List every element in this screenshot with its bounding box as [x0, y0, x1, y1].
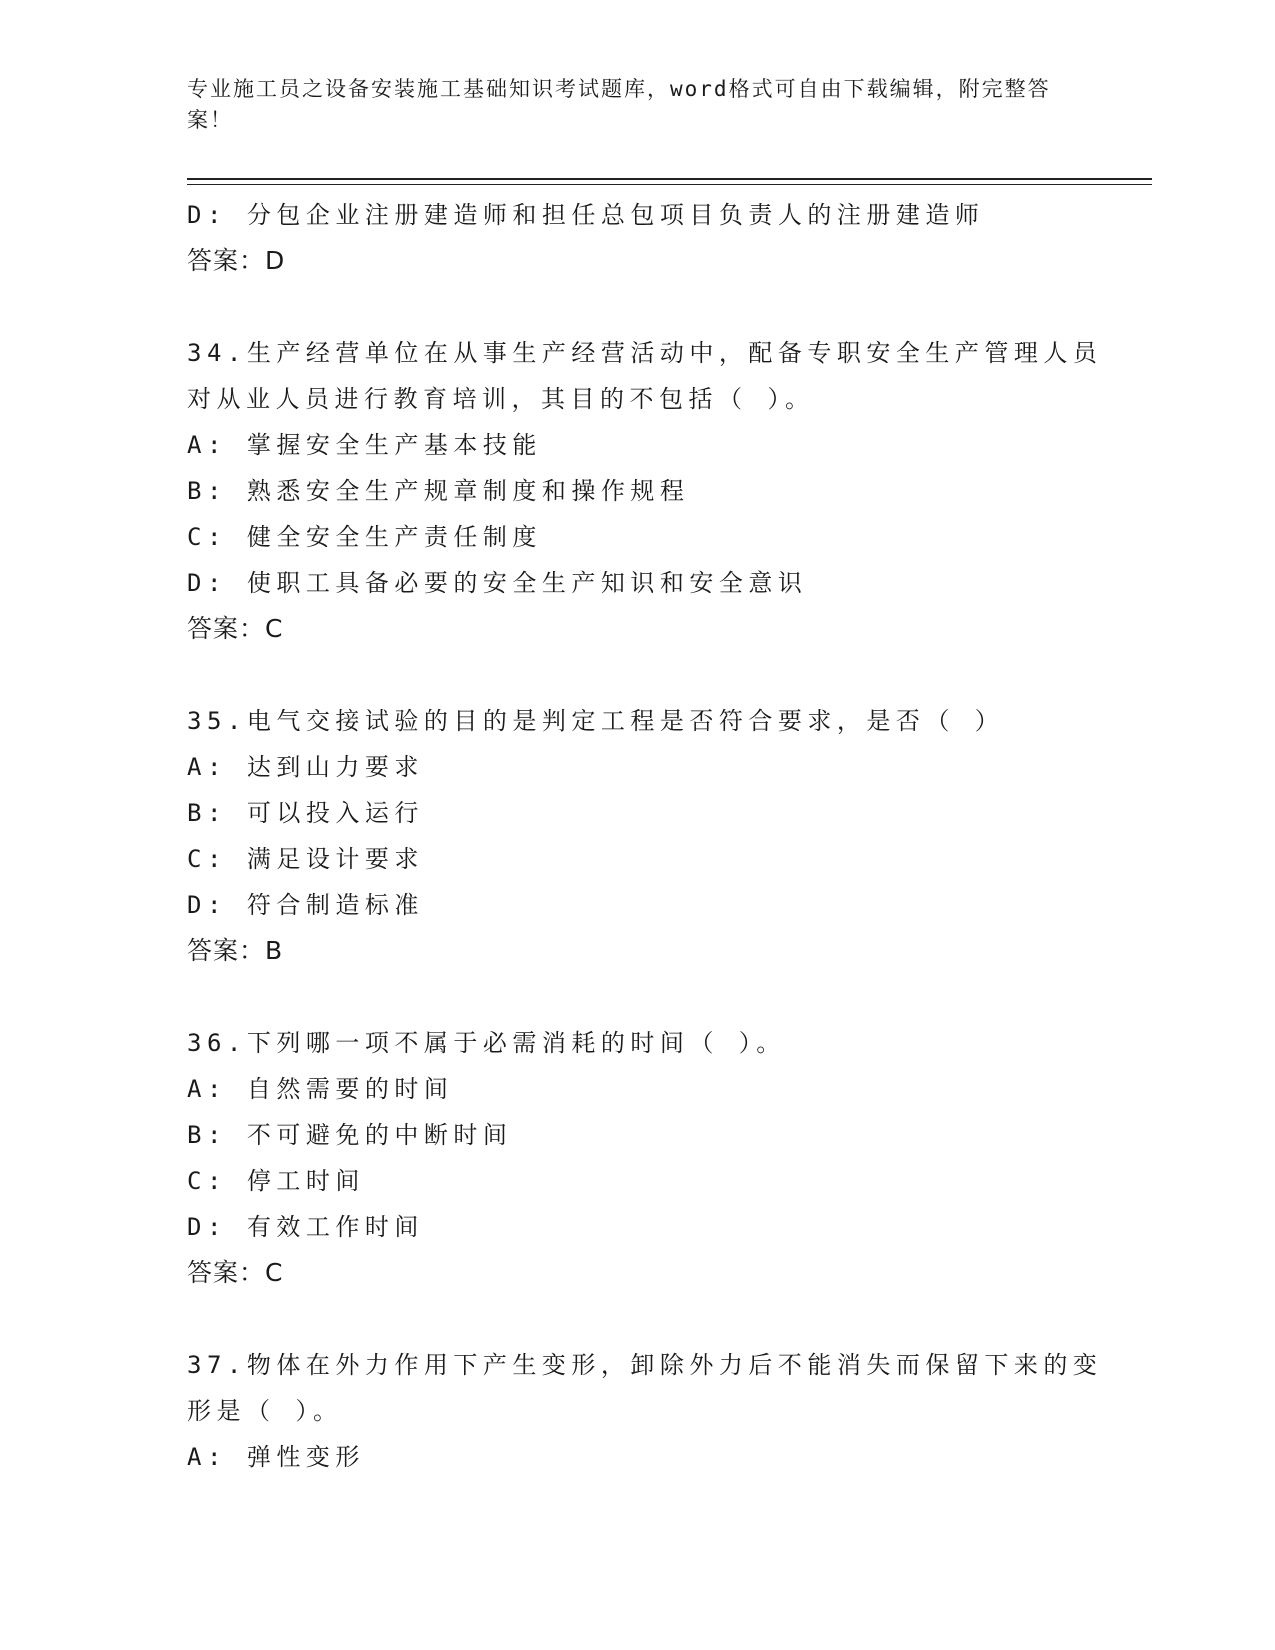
option-d: D: 有效工作时间 — [187, 1213, 424, 1241]
document-header: 专业施工员之设备安装施工基础知识考试题库，word格式可自由下载编辑，附完整答案！ — [187, 77, 1051, 132]
question-stem-line: 34.生产经营单位在从事生产经营活动中，配备专职安全生产管理人员 — [187, 339, 1103, 367]
header-divider-thick — [187, 178, 1152, 180]
answer-line: 答案：B — [187, 936, 284, 965]
question-stem-line: 35.电气交接试验的目的是判定工程是否符合要求，是否（ ） — [187, 707, 1005, 735]
question-stem-line: 形是（ ）。 — [187, 1397, 343, 1425]
option-b: B: 熟悉安全生产规章制度和操作规程 — [187, 477, 690, 505]
option-a: A: 达到山力要求 — [187, 753, 424, 781]
spacer — [187, 974, 1087, 1020]
question-list — [187, 192, 1103, 1480]
answer-line: 答案：C — [187, 614, 284, 643]
option-a: A: 掌握安全生产基本技能 — [187, 431, 542, 459]
spacer — [187, 652, 1087, 698]
answer-line: 答案：C — [187, 1258, 284, 1287]
answer-line: 答案：D — [187, 246, 286, 275]
question-37 — [187, 1342, 1103, 1480]
option-b: B: 不可避免的中断时间 — [187, 1121, 513, 1149]
spacer — [187, 284, 1087, 330]
question-stem-line: 对从业人员进行教育培训，其目的不包括（ ）。 — [187, 385, 815, 413]
option-b: B: 可以投入运行 — [187, 799, 424, 827]
question-35 — [187, 698, 1087, 974]
option-c: C: 停工时间 — [187, 1167, 365, 1195]
previous-question-tail — [187, 192, 1087, 284]
option-d: D: 分包企业注册建造师和担任总包项目负责人的注册建造师 — [187, 201, 985, 229]
option-a: A: 弹性变形 — [187, 1443, 365, 1471]
spacer — [187, 1296, 1087, 1342]
option-d: D: 符合制造标准 — [187, 891, 424, 919]
option-a: A: 自然需要的时间 — [187, 1075, 454, 1103]
question-34 — [187, 330, 1103, 652]
question-stem-line: 36.下列哪一项不属于必需消耗的时间（ ）。 — [187, 1029, 786, 1057]
option-c: C: 满足设计要求 — [187, 845, 424, 873]
question-36 — [187, 1020, 1087, 1296]
question-stem-line: 37.物体在外力作用下产生变形，卸除外力后不能消失而保留下来的变 — [187, 1351, 1103, 1379]
header-divider-thin — [187, 184, 1152, 185]
option-c: C: 健全安全生产责任制度 — [187, 523, 542, 551]
option-d: D: 使职工具备必要的安全生产知识和安全意识 — [187, 569, 808, 597]
